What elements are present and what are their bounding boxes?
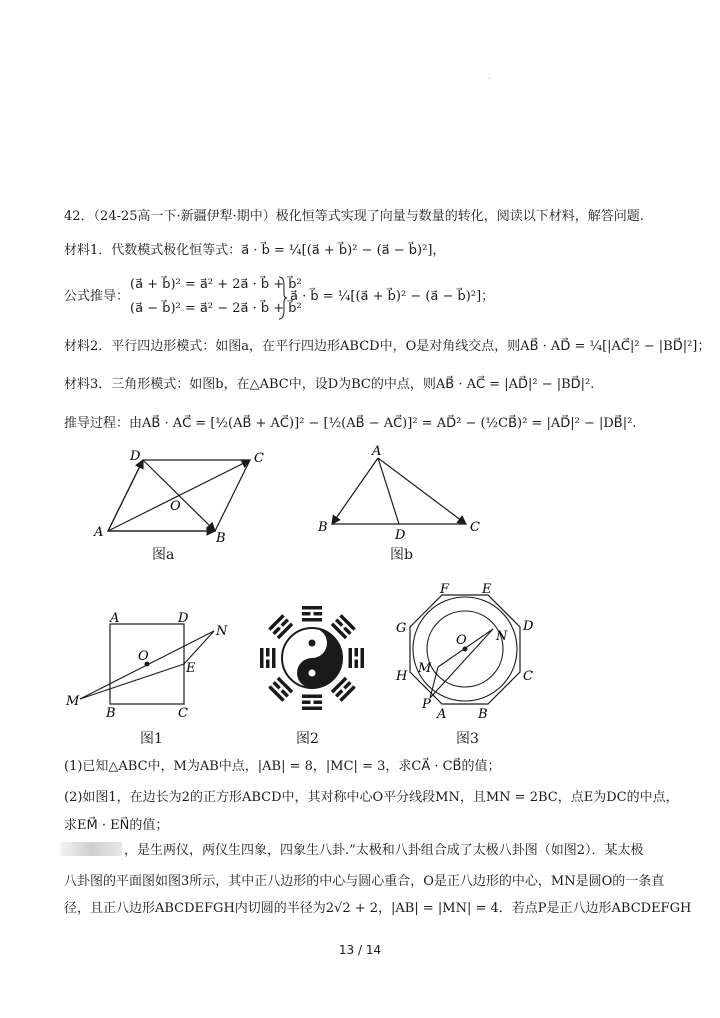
material-3: 材料3．三角形模式：如图b，在△ABC中，设D为BC的中点，则AB⃗ · AC⃗ = |AD⃗|² − |BD⃗|². [64, 377, 595, 392]
derivation: 推导过程：由AB⃗ · AC⃗ = [½(AB⃗ + AC⃗)]² − [½(AB⃗ − AC⃗)]² = AD⃗² − (½CB⃗)² = |AD⃗|² − |DB⃗|². [64, 416, 637, 431]
label-D: D [395, 528, 406, 543]
label-D: D [523, 619, 534, 634]
label-P: P [422, 697, 431, 712]
redacted-region [60, 842, 122, 856]
label-N: N [496, 629, 508, 644]
label-C: C [470, 520, 480, 535]
scan-speck [489, 78, 490, 79]
formula-line-2: (a⃗ − b⃗)² = a⃗² − 2a⃗ · b⃗ + b⃗² [130, 301, 302, 316]
caption-a: 图a [152, 547, 175, 563]
material-1: 材料1．代数模式极化恒等式：a⃗ · b⃗ = ¼[(a⃗ + b⃗)² − (a⃗ − b⃗)²]， [64, 243, 446, 258]
question-3-line-3: 径，且正八边形ABCDEFGH内切圆的半径为2√2 + 2，|AB| = |MN| = 4．若点P是正八边形ABCDEFGH [64, 901, 692, 916]
figure-1-square [64, 608, 239, 723]
question-1: (1)已知△ABC中，M为AB中点，|AB| = 8，|MC| = 3，求CA⃗ · CB⃗的值； [64, 759, 501, 774]
label-G: G [396, 621, 407, 636]
label-O: O [138, 649, 149, 664]
label-A: A [437, 707, 447, 720]
label-O: O [170, 499, 181, 514]
question-2-line-1: (2)如图1，在边长为2的正方形ABCD中，其对称中心O平分线段MN，且MN = 2BC，点E为DC的中点， [64, 790, 679, 805]
label-H: H [396, 669, 408, 684]
figure-2-taiji-bagua [256, 602, 368, 714]
caption-3: 图3 [456, 731, 479, 747]
label-D: D [130, 449, 141, 464]
label-O: O [456, 633, 467, 648]
label-B: B [106, 706, 116, 721]
label-E: E [186, 661, 196, 676]
formula-label: 公式推导： [64, 289, 130, 304]
label-D: D [178, 611, 189, 626]
label-B: B [216, 531, 226, 546]
brace [278, 276, 288, 320]
formula-result: a⃗ · b⃗ = ¼[(a⃗ + b⃗)² − (a⃗ − b⃗)²]； [290, 289, 495, 304]
caption-b: 图b [390, 547, 413, 563]
caption-1: 图1 [140, 731, 163, 747]
label-E: E [482, 582, 492, 597]
page-number: 13 / 14 [338, 943, 382, 957]
question-3-line-1: ，是生两仪，两仪生四象，四象生八卦.”太极和八卦组合成了太极八卦图（如图2）．某太极 [124, 843, 644, 858]
question-3-line-2: 八卦图的平面图如图3所示，其中正八边形的中心与圆心重合，O是正八边形的中心，MN是圆O的一条直 [64, 874, 665, 889]
label-B: B [478, 707, 488, 720]
question-2-line-2: 求EM⃗ · EN⃗的值； [64, 818, 169, 833]
figure-b-triangle [314, 444, 494, 544]
label-A: A [94, 525, 104, 540]
label-A: A [372, 444, 382, 459]
label-N: N [216, 624, 228, 639]
formula-line-1: (a⃗ + b⃗)² = a⃗² + 2a⃗ · b⃗ + b⃗² [130, 277, 302, 292]
figure-3-octagon [392, 580, 542, 720]
label-A: A [110, 611, 120, 626]
label-C: C [254, 451, 264, 466]
figure-a-parallelogram [92, 446, 282, 546]
caption-2: 图2 [296, 731, 319, 747]
label-M: M [418, 661, 432, 676]
label-F: F [440, 582, 450, 597]
label-C: C [523, 669, 533, 684]
material-2: 材料2．平行四边形模式：如图a，在平行四边形ABCD中，O是对角线交点，则AB⃗ · AD⃗ = ¼[|AC⃗|² − |BD⃗|²]； [64, 339, 711, 354]
problem-header: 42．（24-25高一下·新疆伊犁·期中）极化恒等式实现了向量与数量的转化，阅读以下材料，解答问题. [64, 209, 644, 224]
label-C: C [178, 706, 188, 721]
label-B: B [318, 520, 328, 535]
label-M: M [66, 694, 80, 709]
